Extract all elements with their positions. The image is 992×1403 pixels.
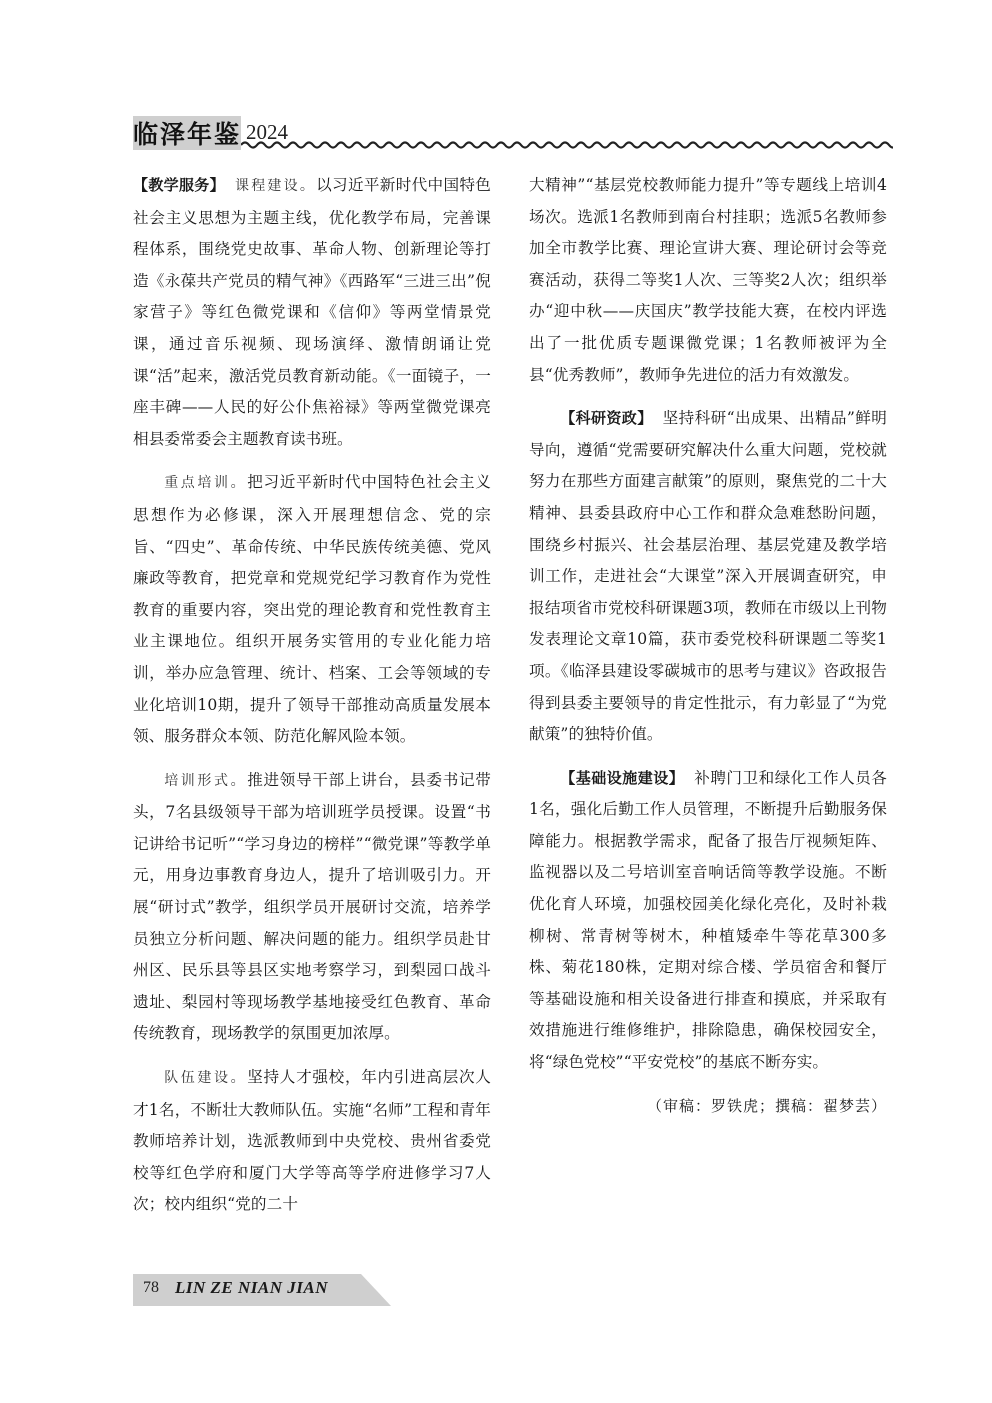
- right-column: [529, 170, 887, 1134]
- editor-credit: （审稿：罗铁虎；撰稿：翟梦芸）: [646, 1096, 887, 1115]
- footer-title: LIN ZE NIAN JIAN: [175, 1278, 328, 1297]
- course-text: 以习近平新时代中国特色社会主义思想为主题主线，优化教学布局，完善课程体系，围绕党史故事、革命人物、创新理论等打造《永葆共产党员的精气神》《西路军“三进三出”倪家营子》等红色微党课和《信仰》等两堂情景党课，通过音乐视频、现场演绎、激情朗诵让党课“活”起来，激活党员教育新动能。《一面镜子，一座丰碑——人民的好公仆焦裕禄》等两堂微党课亮相县委常委会主题教育读书班。: [133, 176, 492, 448]
- team-building-continued: 大精神”“基层党校教师能力提升”等专题线上培训4场次。选派1名教师到南台村挂职；选派5名教师参加全市教学比赛、理论宣讲大赛、理论研讨会等竞赛活动，获得二等奖1人次、三等奖2人次；组织举办“迎中秋——庆国庆”教学技能大赛，在校内评选出了一批优质专题课微党课；1名教师被评为全县“优秀教师”，教师争先进位的活力有效激发。: [529, 176, 887, 384]
- left-column: [133, 170, 491, 1233]
- team-building-text: 坚持人才强校，年内引进高层次人才1名，不断壮大教师队伍。实施“名师”工程和青年教师培养计划，选派教师到中央党校、贵州省委党校等红色学府和厦门大学等高等学府进修学习7人次；校内组织“党的二十: [133, 1068, 491, 1214]
- section-title-infrastructure: 【基础设施建设】: [560, 768, 685, 787]
- research-paragraph: [529, 403, 887, 751]
- keyword-training-form: 培训形式。: [164, 772, 248, 789]
- infrastructure-text: 补聘门卫和绿化工作人员各1名，强化后勤工作人员管理，不断提升后勤服务保障能力。根据教学需求，配备了报告厅视频矩阵、监视器以及二号培训室音响话筒等教学设施。不断优化育人环境，加强校园美化绿化亮化，及时补栽柳树、常青树等树木，种植矮牵牛等花草300多株、菊花180株，定期对综合楼、学员宿舍和餐厅等基础设施和相关设备进行排查和摸底，并采取有效措施进行维修维护，排除隐患，确保校园安全，将“绿色党校”“平安党校”的基底不断夯实。: [529, 768, 887, 1072]
- keyword-team-building: 队伍建设。: [164, 1070, 248, 1087]
- keyword-key-training: 重点培训。: [164, 475, 248, 492]
- page-number: 78: [143, 1279, 159, 1296]
- page-header: [133, 112, 893, 156]
- keyword-course: 课程建设。: [234, 178, 317, 194]
- yearbook-brand: 临泽年鉴: [133, 116, 241, 150]
- training-form-text: 推进领导干部上讲台，县委书记带头，7名县级领导干部为培训班学员授课。设置“书记讲给书记听”“学习身边的榜样”“微党课”等教学单元，用身边事教育身边人，提升了培训吸引力。开展“研讨式”教学，组织学员开展研讨交流，培养学员独立分析问题、解决问题的能力。组织学员赴甘州区、民乐县等县区实地考察学习，到梨园口战斗遗址、梨园村等现场教学基地接受红色教育、革命传统教育，现场教学的氛围更加浓厚。: [133, 770, 491, 1043]
- team-building-paragraph: [133, 1062, 491, 1221]
- section-title-research: 【科研资政】: [560, 409, 653, 428]
- infrastructure-paragraph: [529, 763, 887, 1079]
- header-wave-rule: [241, 140, 893, 150]
- teaching-service-paragraph: [133, 170, 491, 455]
- training-form-paragraph: [133, 765, 491, 1050]
- yearbook-year: 2024: [246, 120, 288, 144]
- key-training-text: 把习近平新时代中国特色社会主义思想作为必修课，深入开展理想信念、党的宗旨、“四史”、革命传统、中华民族传统美德、党风廉政等教育，把党章和党规党纪学习教育作为党性教育的重要内容，突出党的理论教育和党性教育主业主课地位。组织开展务实管用的专业化能力培训，举办应急管理、统计、档案、工会等领域的专业化培训10期，提升了领导干部推动高质量发展本领、服务群众本领、防范化解风险本领。: [133, 473, 491, 746]
- research-text: 坚持科研“出成果、出精品”鲜明导向，遵循“党需要研究解决什么重大问题，党校就努力在那些方面建言献策”的原则，聚焦党的二十大精神、县委县政府中心工作和群众急难愁盼问题，围绕乡村振兴、社会基层治理、基层党建及教学培训工作，走进社会“大课堂”深入开展调查研究，申报结项省市党校科研课题3项，教师在市级以上刊物发表理论文章10篇，获市委党校科研课题二等奖1项。《临泽县建设零碳城市的思考与建议》咨政报告得到县委主要领导的肯定性批示，有力彰显了“为党献策”的独特价值。: [529, 409, 887, 744]
- page-footer: [133, 1274, 393, 1306]
- section-title-teaching: 【教学服务】: [133, 176, 225, 194]
- key-training-paragraph: [133, 467, 491, 752]
